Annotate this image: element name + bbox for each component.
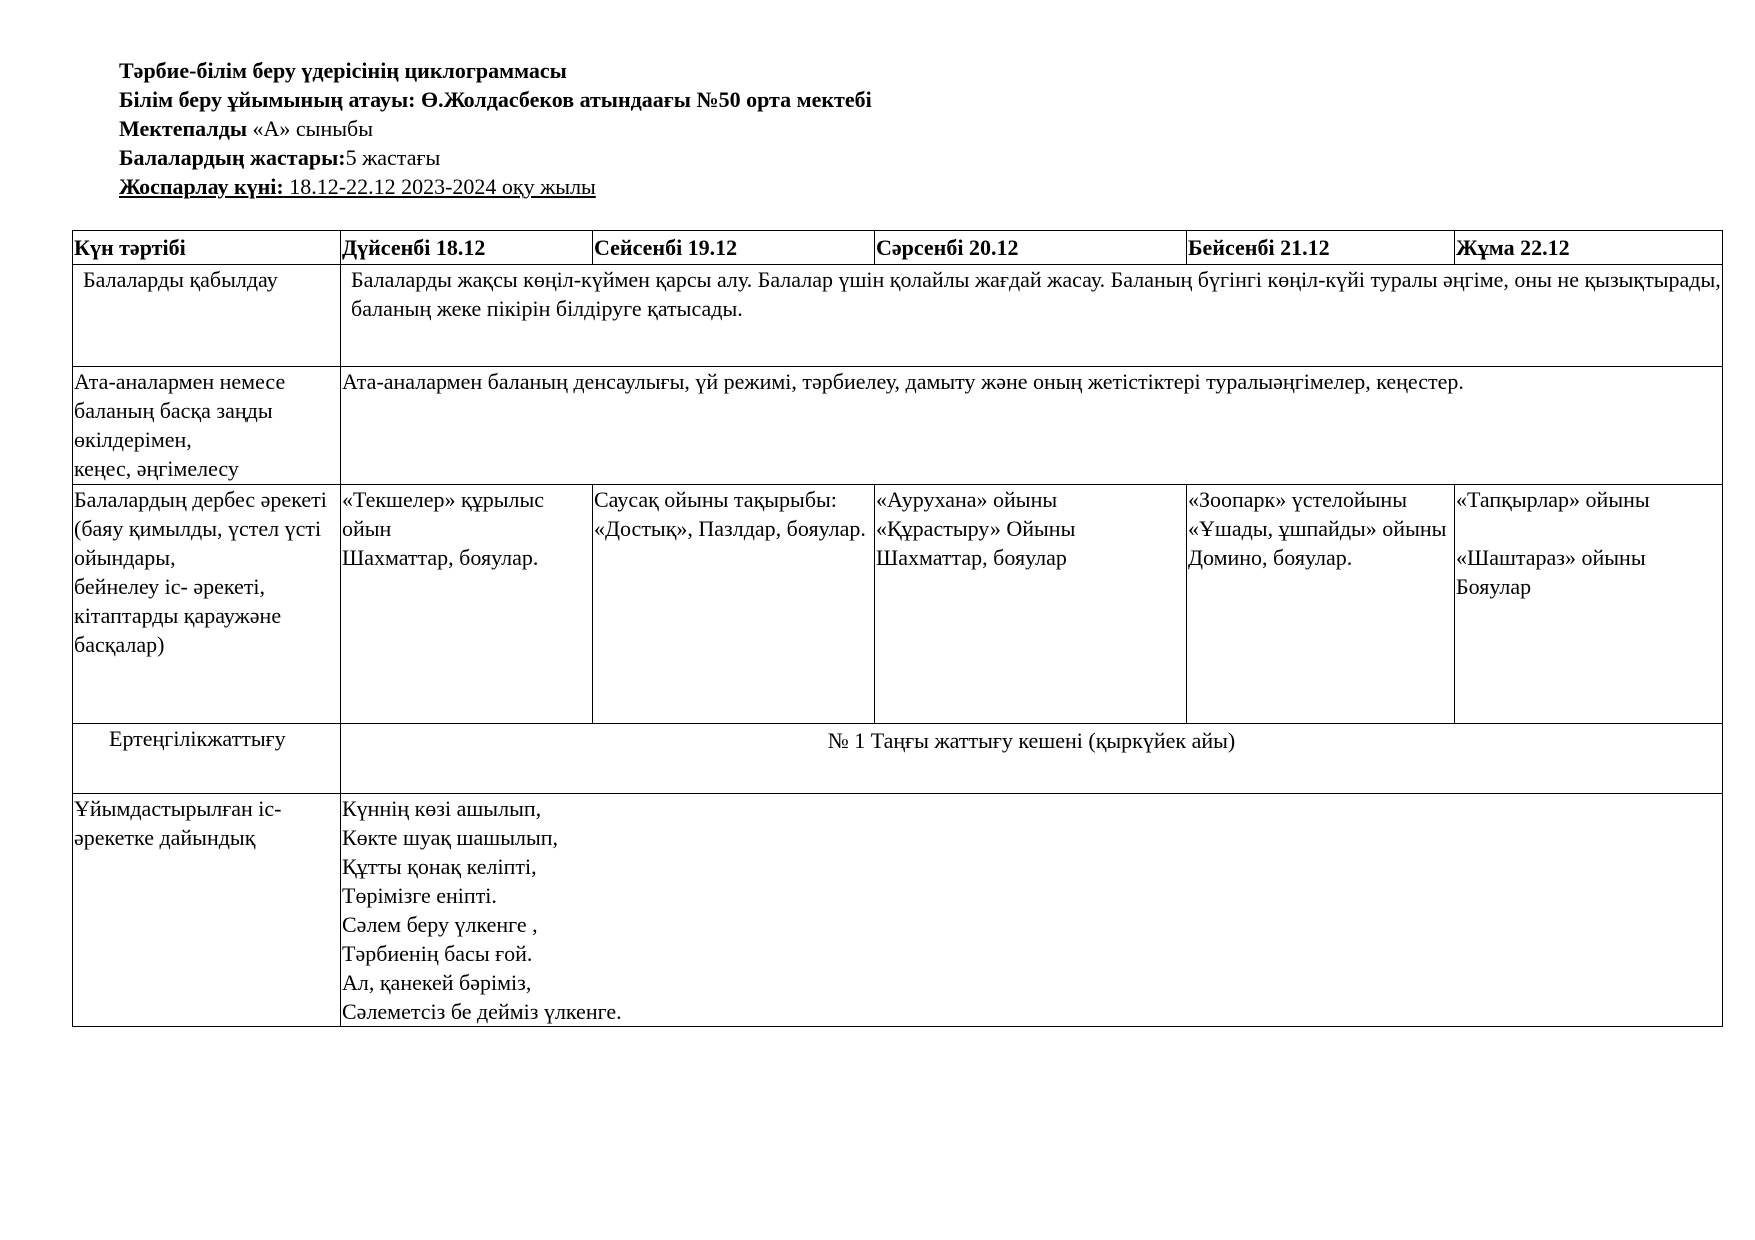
age-line: Балалардың жастары:5 жастағы — [119, 145, 441, 170]
table-header-row — [73, 231, 1723, 265]
day-cell: «Тапқырлар» ойыны «Шаштараз» ойыны Бояулар — [1455, 485, 1723, 724]
row-label: Ата-аналармен немесе баланың басқа заңды өкілдерімен, кеңес, әңгімелесу — [73, 367, 341, 485]
row-text: № 1 Таңғы жаттығу кешені (қыркүйек айы) — [341, 724, 1723, 794]
schedule-table — [72, 230, 1723, 1027]
table-row — [73, 265, 1723, 367]
row-text: Күннің көзі ашылып, Көкте шуақ шашылып, Құтты қонақ келіпті, Төрімізге еніпті. Сәлем беру үлкенге , Тәрбиенің басы ғой. Ал, қанекей бәріміз, Сәлеметсіз бе дейміз үлкенге. — [341, 794, 1723, 1027]
table-row — [73, 485, 1723, 724]
day-cell: «Аурухана» ойыны «Құрастыру» Ойыны Шахматтар, бояулар — [875, 485, 1187, 724]
column-header: Дүйсенбі 18.12 — [341, 231, 593, 265]
document-title: Тәрбие-білім беру үдерісінің циклограммасы — [119, 58, 567, 83]
date-line: Жоспарлау күні: 18.12-22.12 2023-2024 оқу жылы — [119, 174, 596, 199]
row-label: Ұйымдастырылған іс-әрекетке дайындық — [73, 794, 341, 1027]
table-row — [73, 794, 1723, 1027]
table-row — [73, 724, 1723, 794]
row-text: Ата-аналармен баланың денсаулығы, үй режимі, тәрбиелеу, дамыту және оның жетістіктері туралыәңгімелер, кеңестер. — [341, 367, 1723, 485]
day-cell: Саусақ ойыны тақырыбы: «Достық», Пазлдар, бояулар. — [593, 485, 875, 724]
table-row — [73, 367, 1723, 485]
column-header: Сәрсенбі 20.12 — [875, 231, 1187, 265]
row-label: Ертеңгілікжаттығу — [73, 724, 341, 794]
column-header: Күн тәртібі — [73, 231, 341, 265]
column-header: Бейсенбі 21.12 — [1187, 231, 1455, 265]
row-label: Балалардың дербес әрекеті (баяу қимылды, үстел үсті ойындары, бейнелеу іс- әрекеті, кітаптарды қараужәне басқалар) — [73, 485, 341, 724]
class-line: Мектепалды «А» сыныбы — [119, 116, 373, 141]
row-label: Балаларды қабылдау — [73, 265, 341, 367]
document-header — [119, 56, 872, 201]
day-cell: «Текшелер» құрылыс ойын Шахматтар, бояулар. — [341, 485, 593, 724]
row-text: Балаларды жақсы көңіл-күймен қарсы алу. Балалар үшін қолайлы жағдай жасау. Баланың бүгінгі көңіл-күйі туралы әңгіме, оны не қызықтырады, баланың жеке пікірін білдіруге қатысады. — [341, 265, 1723, 367]
column-header: Жұма 22.12 — [1455, 231, 1723, 265]
column-header: Сейсенбі 19.12 — [593, 231, 875, 265]
organization-line: Білім беру ұйымының атауы: Ө.Жолдасбеков атындаағы №50 орта мектебі — [119, 87, 872, 112]
day-cell: «Зоопарк» үстелойыны «Ұшады, ұшпайды» ойыны Домино, бояулар. — [1187, 485, 1455, 724]
